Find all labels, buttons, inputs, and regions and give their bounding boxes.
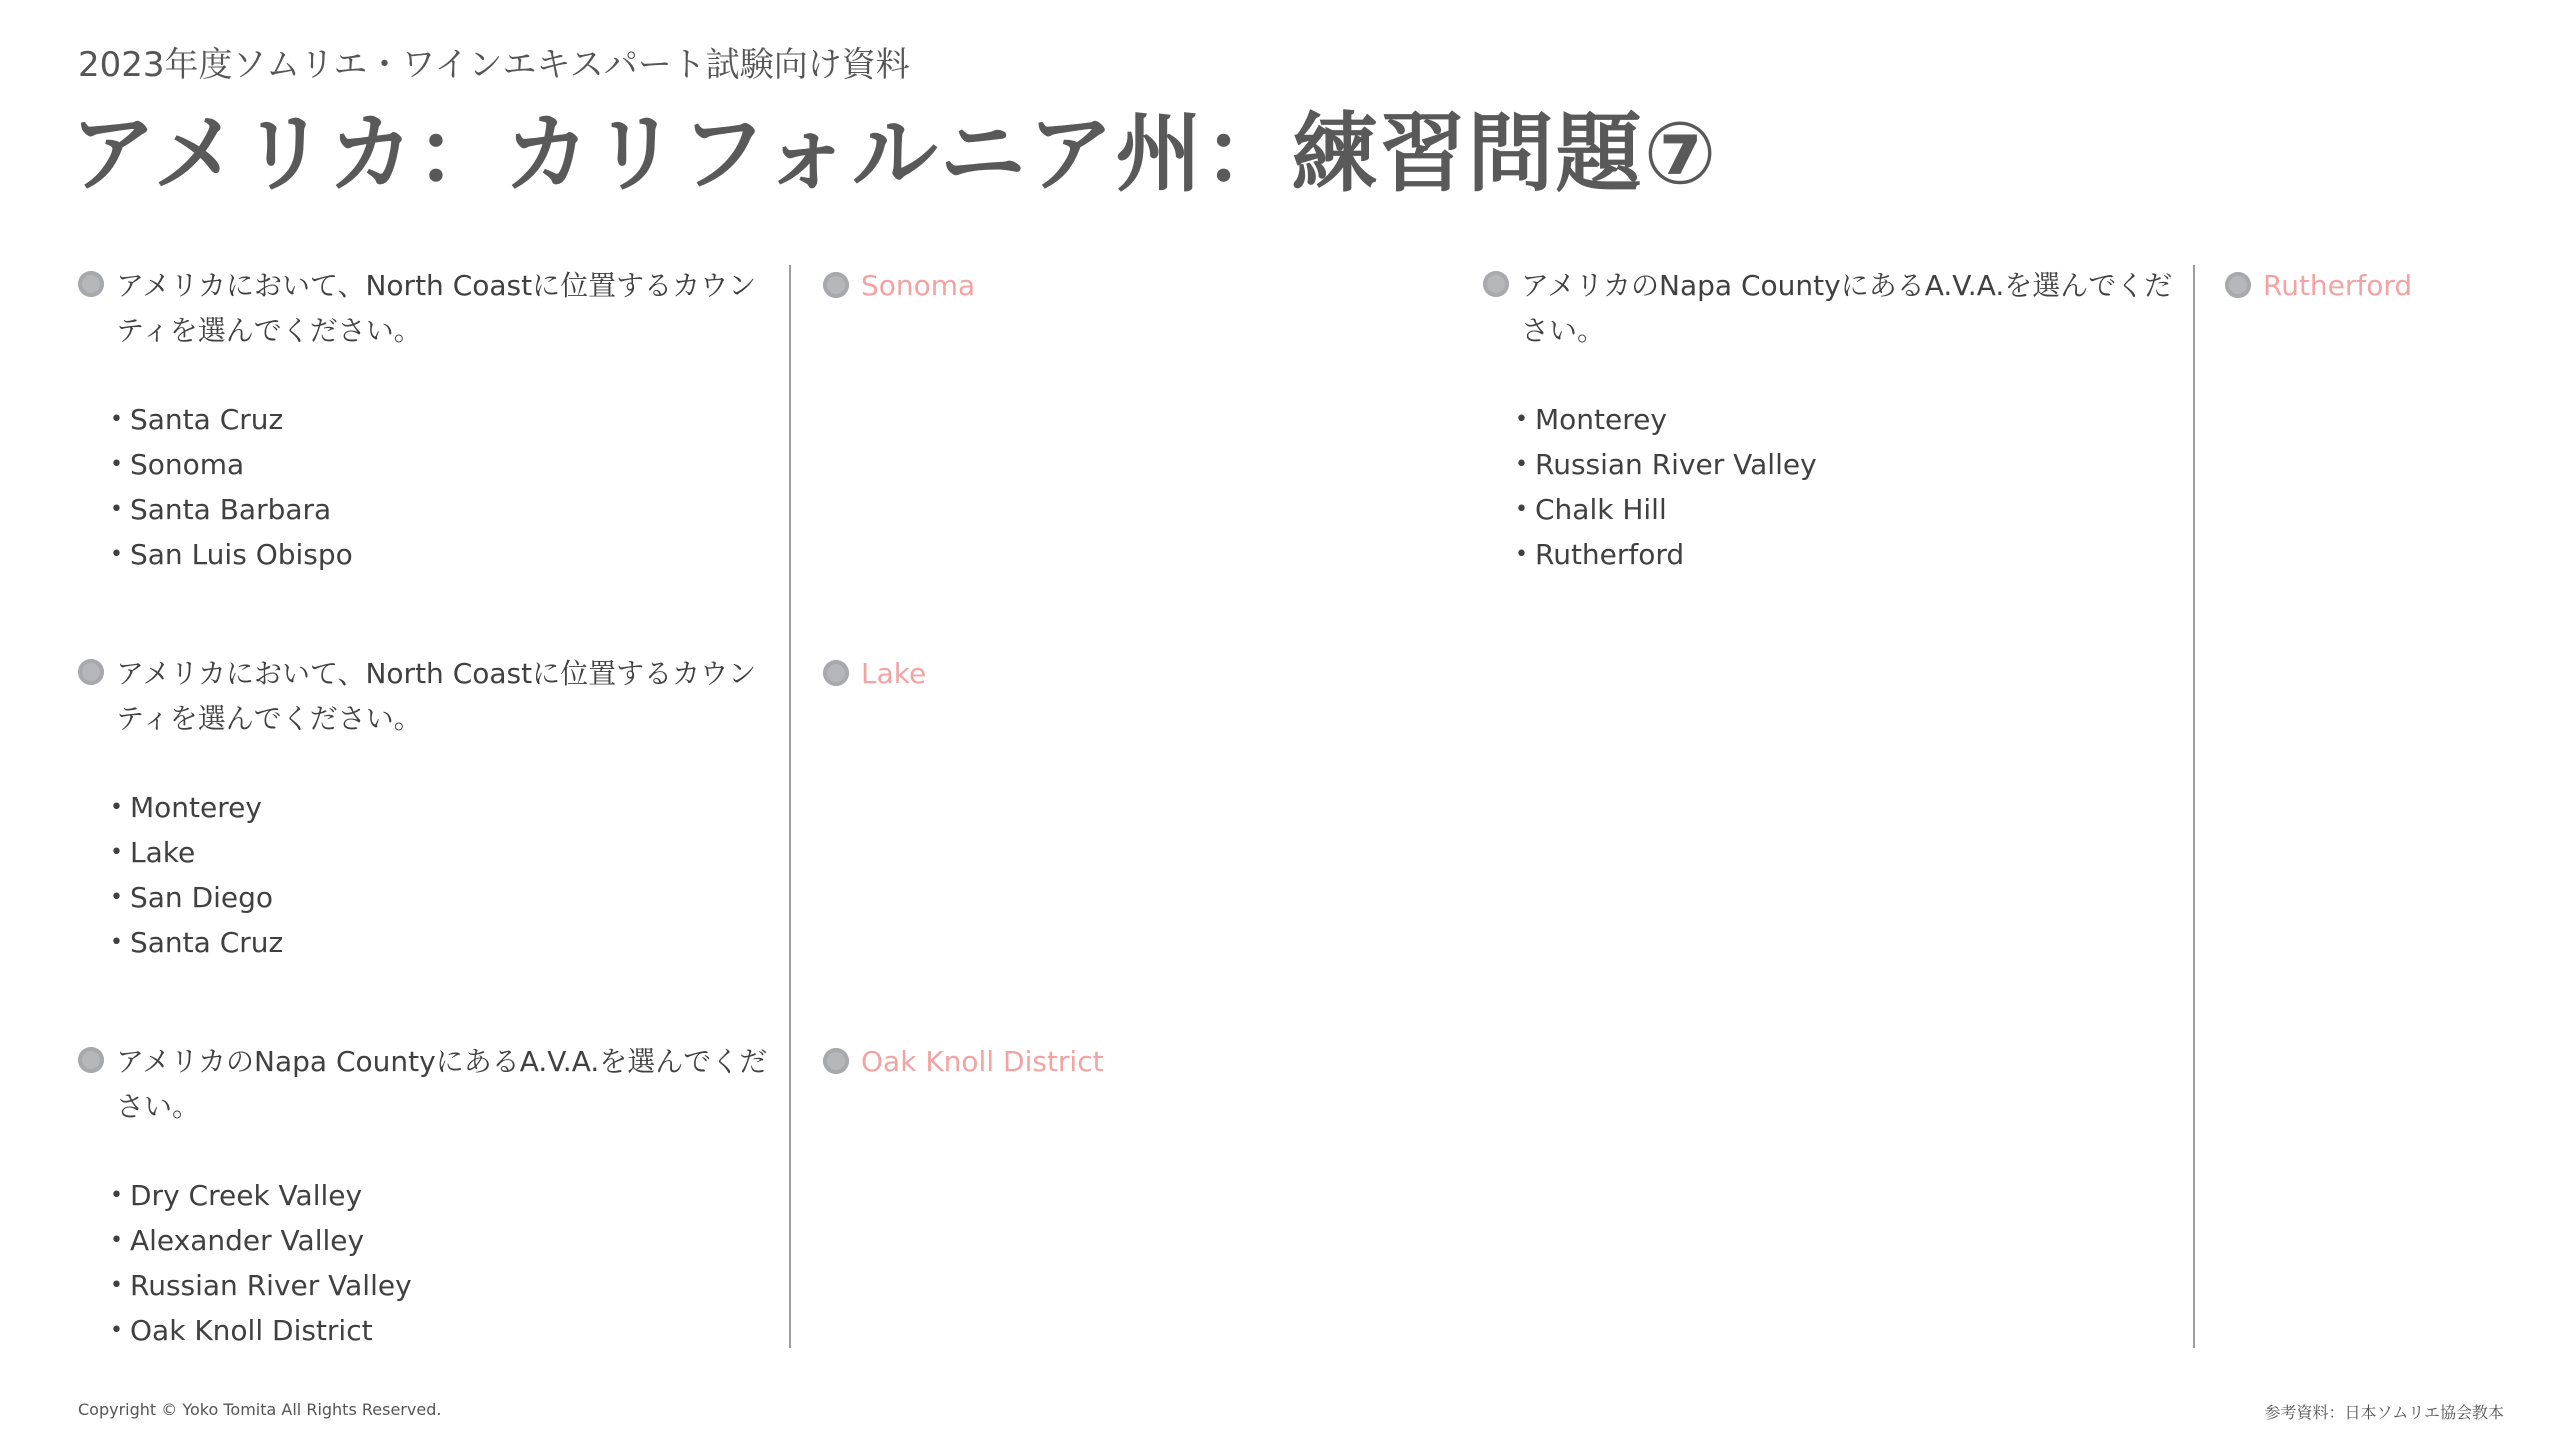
option-list — [78, 1173, 768, 1353]
column-divider-left — [789, 265, 791, 1348]
option-list — [78, 397, 758, 577]
option-item: • Russian River Valley — [110, 1263, 768, 1308]
answer-text: Oak Knoll District — [861, 1045, 1104, 1078]
answer-bullet-icon — [823, 1048, 849, 1074]
answer-1 — [823, 263, 975, 308]
answer-3 — [823, 1039, 1104, 1084]
answer-text: Lake — [861, 657, 927, 690]
answer-text: Sonoma — [861, 269, 976, 302]
question-bullet-icon — [78, 1047, 104, 1073]
option-item: • Russian River Valley — [1515, 442, 2173, 487]
question-text: アメリカにおいて、North Coastに位置するカウンティを選んでください。 — [116, 657, 757, 735]
option-item: • Sonoma — [110, 442, 758, 487]
question-block-1 — [78, 263, 758, 577]
option-item: • Monterey — [1515, 397, 2173, 442]
answer-bullet-icon — [823, 660, 849, 686]
option-item: • San Luis Obispo — [110, 532, 758, 577]
answer-bullet-icon — [823, 272, 849, 298]
question-text: アメリカにおいて、North Coastに位置するカウンティを選んでください。 — [116, 269, 757, 347]
option-item: • Chalk Hill — [1515, 487, 2173, 532]
option-item: • Oak Knoll District — [110, 1308, 768, 1353]
answer-2 — [823, 651, 926, 696]
option-item: • San Diego — [110, 875, 758, 920]
question-block-4 — [1483, 263, 2173, 577]
reference-note: 参考資料：日本ソムリエ協会教本 — [2264, 1403, 2504, 1422]
document-subtitle: 2023年度ソムリエ・ワインエキスパート試験向け資料 — [78, 45, 910, 85]
option-list — [78, 785, 758, 965]
column-divider-right — [2193, 265, 2195, 1348]
question-text: アメリカのNapa CountyにあるA.V.A.を選んでください。 — [1521, 269, 2173, 347]
answer-bullet-icon — [2225, 272, 2251, 298]
option-item: • Santa Barbara — [110, 487, 758, 532]
question-block-3 — [78, 1039, 768, 1353]
question-bullet-icon — [1483, 271, 1509, 297]
answer-4 — [2225, 263, 2412, 308]
option-item: • Rutherford — [1515, 532, 2173, 577]
option-item: • Dry Creek Valley — [110, 1173, 768, 1218]
answer-text: Rutherford — [2263, 269, 2413, 302]
option-item: • Santa Cruz — [110, 920, 758, 965]
question-bullet-icon — [78, 659, 104, 685]
option-item: • Santa Cruz — [110, 397, 758, 442]
question-bullet-icon — [78, 271, 104, 297]
question-text: アメリカのNapa CountyにあるA.V.A.を選んでください。 — [116, 1045, 768, 1123]
option-item: • Alexander Valley — [110, 1218, 768, 1263]
option-list — [1483, 397, 2173, 577]
option-item: • Monterey — [110, 785, 758, 830]
question-block-2 — [78, 651, 758, 965]
option-item: • Lake — [110, 830, 758, 875]
copyright-notice: Copyright © Yoko Tomita All Rights Reserved. — [78, 1400, 442, 1419]
page-title: アメリカ：カリフォルニア州：練習問題⑦ — [70, 104, 1719, 204]
